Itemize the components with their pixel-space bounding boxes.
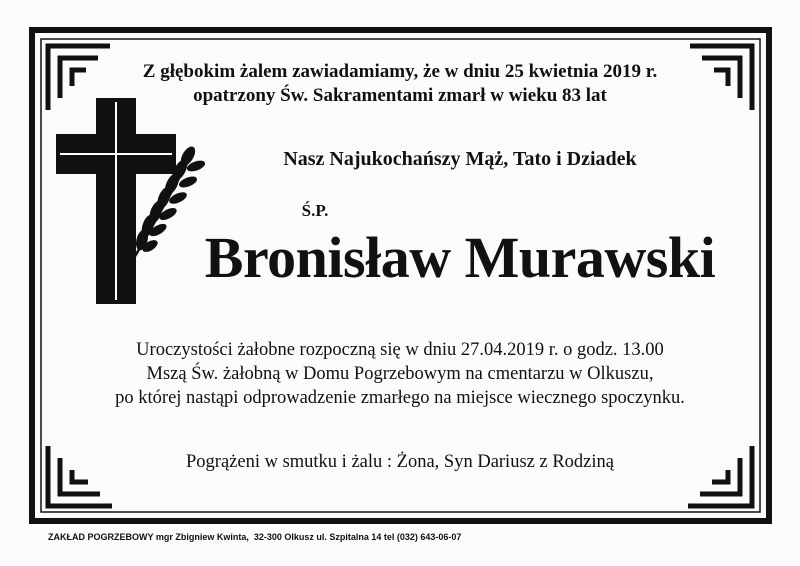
funeral-line-3: po której nastąpi odprowadzenie zmarłego na miejsce wiecznego spoczynku. bbox=[115, 388, 685, 408]
deceased-name: Bronisław Murawski bbox=[204, 225, 716, 290]
funeral-line-2: Mszą Św. żałobną w Domu Pogrzebowym na cmentarzu w Olkuszu, bbox=[146, 364, 654, 384]
name-prefix: Ś.P. bbox=[301, 201, 329, 220]
funeral-line-1: Uroczystości żałobne rozpoczną się w dniu 27.04.2019 r. o godz. 13.00 bbox=[136, 340, 664, 360]
mourners-line: Pogrążeni w smutku i żalu : Żona, Syn Dariusz z Rodziną bbox=[186, 452, 614, 472]
intro-line-2: opatrzony Św. Sakramentami zmarł w wieku 83 lat bbox=[193, 85, 607, 106]
intro-line-1: Z głębokim żalem zawiadamiamy, że w dniu 25 kwietnia 2019 r. bbox=[142, 61, 658, 82]
relation-line: Nasz Najukochańszy Mąż, Tato i Dziadek bbox=[283, 148, 637, 170]
funeral-home-footer: ZAKŁAD POGRZEBOWY mgr Zbigniew Kwinta, 32-300 Olkusz ul. Szpitalna 14 tel (032) 643-06-07 bbox=[48, 532, 462, 542]
